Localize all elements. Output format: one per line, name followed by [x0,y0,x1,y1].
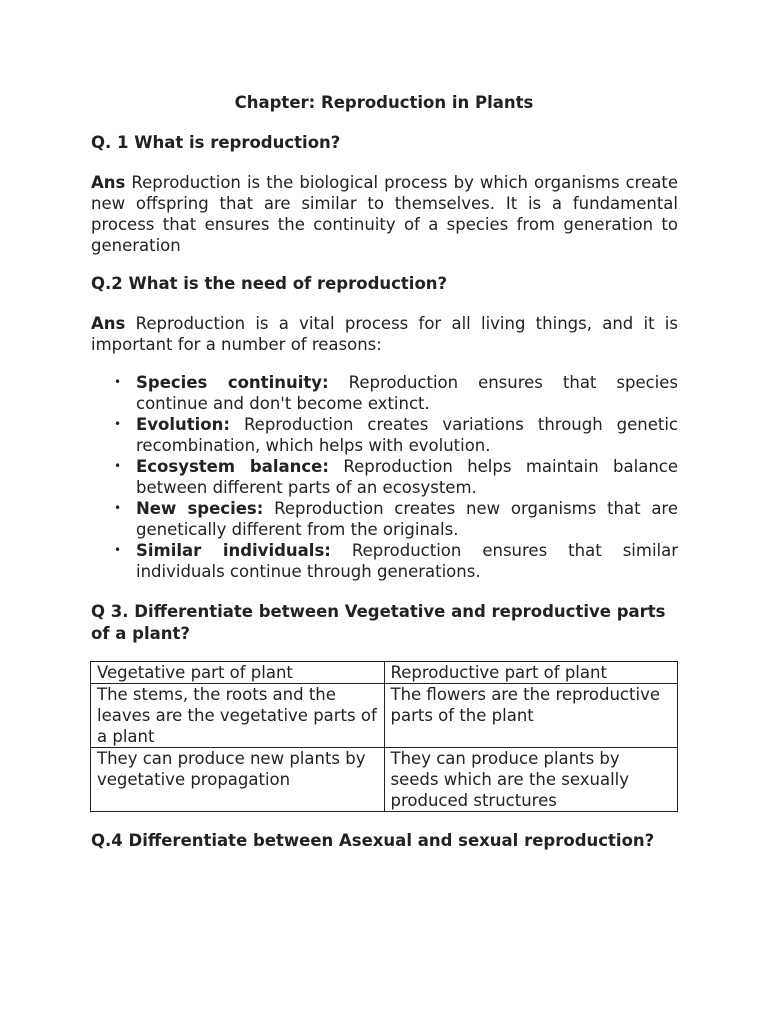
reasons-list [136,372,678,582]
question-1: Q. 1 What is reproduction? [91,133,341,152]
chapter-title: Chapter: Reproduction in Plants [234,93,534,112]
answer-1-text: Reproduction is the biological process by which organisms create new offspring that are similar to themselves. It is a fundamental process that ensures the continuity of a species from generation to generation [91,173,678,255]
list-item-term: Species continuity: [136,373,329,392]
answer-1-label: Ans [91,173,126,192]
list-item-text: Reproduction ensures that similar individuals continue through generations. [136,541,679,581]
list-item-text: Reproduction ensures that species continue and don't become extinct. [136,373,679,413]
table-cell: The stems, the roots and the leaves are the vegetative parts of a plant [91,684,385,748]
list-item [136,456,678,498]
table-header-cell: Reproductive part of plant [384,662,678,684]
question-3: Q 3. Differentiate between Vegetative and reproductive parts of a plant? [91,602,666,643]
question-4: Q.4 Differentiate between Asexual and sexual reproduction? [91,831,655,850]
list-item-text: Reproduction helps maintain balance between different parts of an ecosystem. [136,457,678,497]
list-item [136,540,678,582]
question-2: Q.2 What is the need of reproduction? [91,274,448,293]
table-cell: They can produce new plants by vegetative propagation [91,748,385,812]
list-item [136,498,678,540]
answer-1 [91,172,678,256]
list-item [136,372,678,414]
table-header-row [91,662,678,684]
answer-2-label: Ans [91,314,126,333]
table-header-cell: Vegetative part of plant [91,662,385,684]
table-row [91,748,678,812]
list-item-text: Reproduction creates variations through genetic recombination, which helps with evolution. [136,415,678,455]
answer-2-text: Reproduction is a vital process for all living things, and it is important for a number of reasons: [91,314,678,354]
list-item-text: Reproduction creates new organisms that are genetically different from the originals. [136,499,678,539]
answer-2 [91,313,678,355]
table-cell: The flowers are the reproductive parts of the plant [384,684,678,748]
table-row [91,684,678,748]
list-item-term: Ecosystem balance: [136,457,329,476]
comparison-table [90,661,678,812]
list-item-term: New species: [136,499,264,518]
table-cell: They can produce plants by seeds which are the sexually produced structures [384,748,678,812]
list-item-term: Evolution: [136,415,230,434]
list-item [136,414,678,456]
list-item-term: Similar individuals: [136,541,331,560]
